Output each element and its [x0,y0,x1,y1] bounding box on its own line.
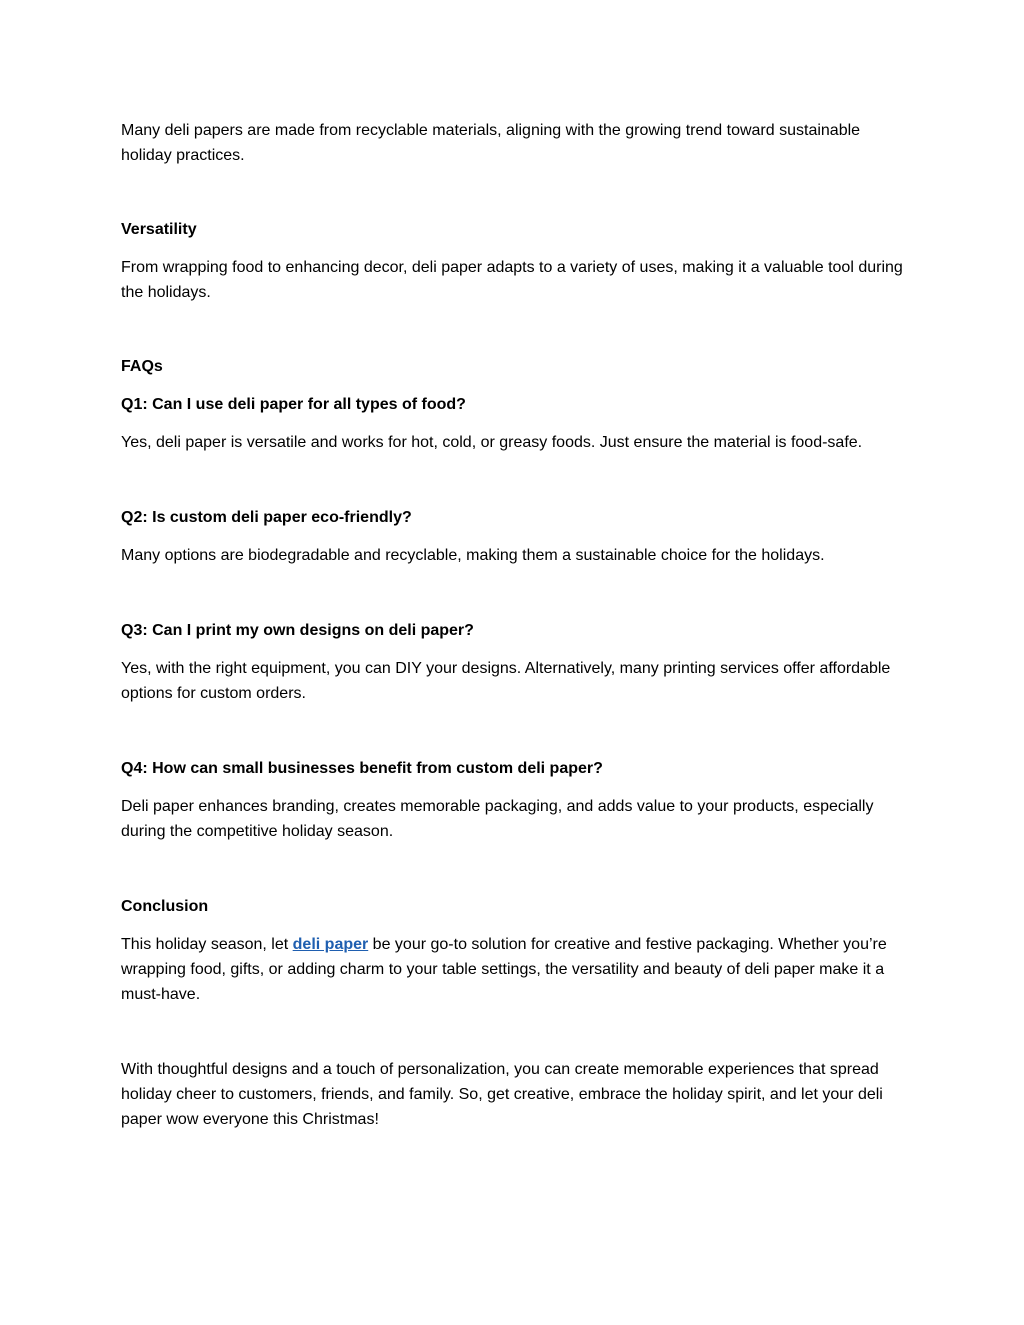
faqs-heading: FAQs [121,358,163,375]
versatility-heading: Versatility [121,221,197,238]
faq-answer-1: Yes, deli paper is versatile and works for hot, cold, or greasy foods. Just ensure the material is food-safe. [121,434,863,451]
faq-answer-4: Deli paper enhances branding, creates memorable packaging, and adds value to your products, especially during the competitive holiday season. [121,798,874,840]
faq-question-3: Q3: Can I print my own designs on deli paper? [121,622,474,639]
intro-paragraph: Many deli papers are made from recyclable materials, aligning with the growing trend toward sustainable holiday practices. [121,122,861,164]
conclusion-paragraph [121,932,911,1007]
faq-answer-2: Many options are biodegradable and recyclable, making them a sustainable choice for the holidays. [121,547,825,564]
deli-paper-link[interactable]: deli paper [292,936,369,953]
conclusion-heading: Conclusion [121,898,209,915]
document-page [121,118,911,1132]
conclusion-text-before-link: This holiday season, let [121,936,293,953]
faq-answer-3: Yes, with the right equipment, you can DIY your designs. Alternatively, many printing services offer affordable options for custom orders. [121,660,891,702]
faq-question-4: Q4: How can small businesses benefit from custom deli paper? [121,760,603,777]
faq-question-2: Q2: Is custom deli paper eco-friendly? [121,509,412,526]
faq-question-1: Q1: Can I use deli paper for all types of food? [121,396,466,413]
closing-paragraph: With thoughtful designs and a touch of personalization, you can create memorable experiences that spread holiday cheer to customers, friends, and family. So, get creative, embrace the holiday spirit, and let your deli paper wow everyone this Christmas! [121,1061,883,1128]
conclusion-text-after-link: be your go-to solution for creative and festive packaging. Whether you’re wrapping food, gifts, or adding charm to your table settings, the versatility and beauty of deli paper make it a must-have. [121,936,887,1003]
versatility-paragraph: From wrapping food to enhancing decor, deli paper adapts to a variety of uses, making it a valuable tool during the holidays. [121,259,903,301]
